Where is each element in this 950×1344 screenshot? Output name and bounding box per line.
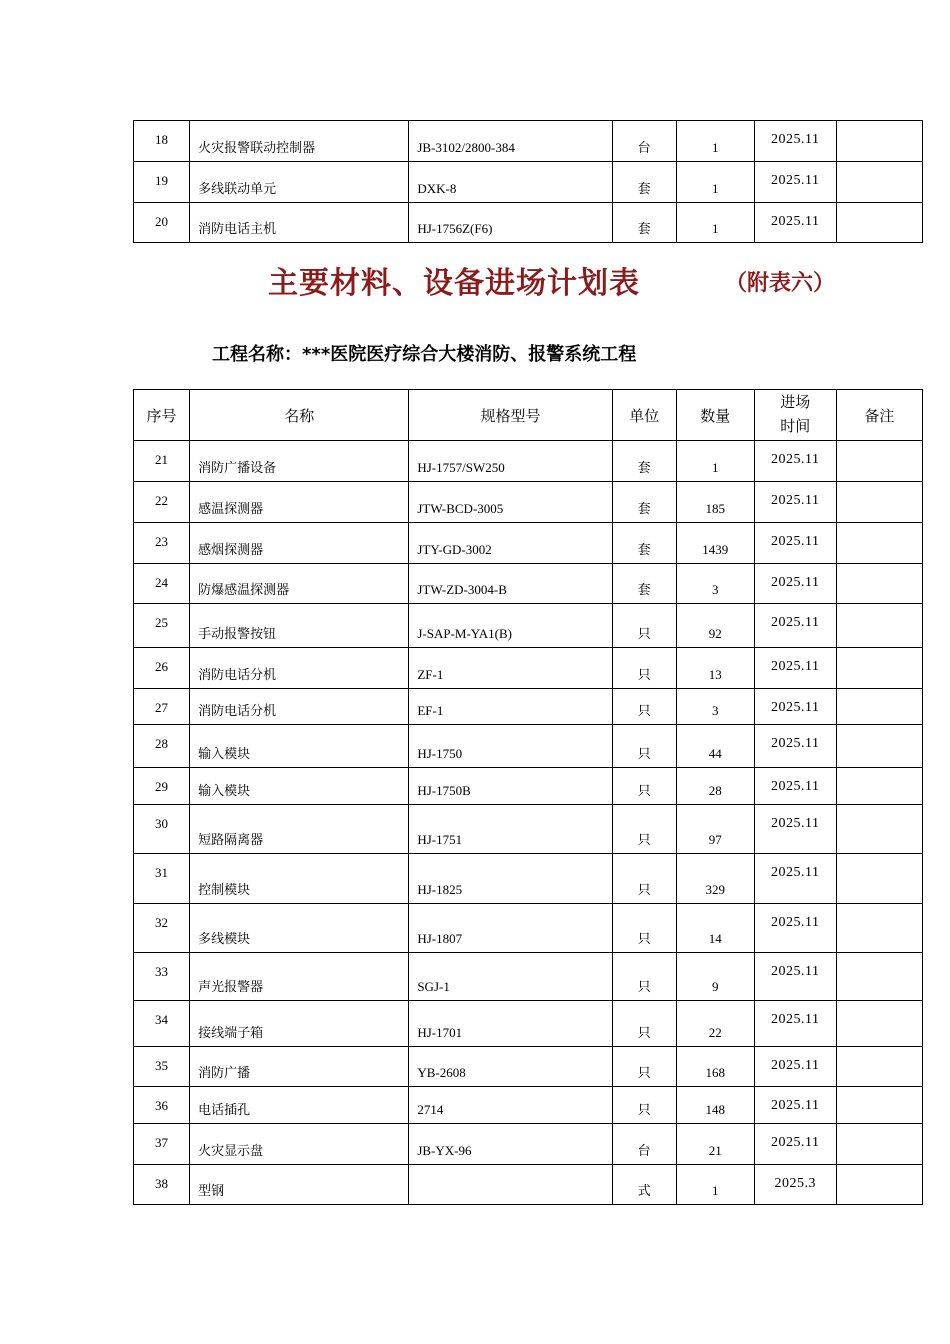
cell-remark <box>836 953 922 1001</box>
cell-date: 2025.11 <box>754 689 836 725</box>
cell-unit: 式 <box>612 1165 676 1205</box>
cell-qty: 1 <box>676 441 754 482</box>
cell-date: 2025.11 <box>754 725 836 768</box>
cell-spec: SGJ-1 <box>409 953 612 1001</box>
cell-date: 2025.11 <box>754 1087 836 1124</box>
header-no: 序号 <box>134 390 190 441</box>
cell-remark <box>836 441 922 482</box>
header-date <box>754 390 836 441</box>
cell-date: 2025.11 <box>754 904 836 953</box>
cell-unit: 只 <box>612 768 676 805</box>
header-name: 名称 <box>190 390 409 441</box>
table-row <box>134 441 923 482</box>
cell-remark <box>836 854 922 904</box>
cell-remark <box>836 768 922 805</box>
cell-unit: 只 <box>612 604 676 648</box>
cell-name: 输入模块 <box>190 768 409 805</box>
cell-name: 火灾显示盘 <box>190 1124 409 1165</box>
table-row <box>134 953 923 1001</box>
cell-date: 2025.11 <box>754 203 836 243</box>
cell-name: 消防电话分机 <box>190 648 409 689</box>
cell-qty: 44 <box>676 725 754 768</box>
table-row <box>134 162 923 203</box>
cell-no: 23 <box>134 523 190 564</box>
cell-remark <box>836 162 922 203</box>
cell-no: 34 <box>134 1001 190 1047</box>
cell-remark <box>836 725 922 768</box>
cell-spec: HJ-1757/SW250 <box>409 441 612 482</box>
header-remark: 备注 <box>836 390 922 441</box>
cell-qty: 92 <box>676 604 754 648</box>
cell-name: 输入模块 <box>190 725 409 768</box>
table-row <box>134 1087 923 1124</box>
cell-remark <box>836 689 922 725</box>
material-plan-table <box>133 389 923 1205</box>
table-row <box>134 805 923 854</box>
cell-date: 2025.11 <box>754 121 836 162</box>
cell-name: 消防广播设备 <box>190 441 409 482</box>
cell-spec: HJ-1751 <box>409 805 612 854</box>
cell-remark <box>836 482 922 523</box>
cell-unit: 只 <box>612 689 676 725</box>
header-unit: 单位 <box>612 390 676 441</box>
cell-unit: 套 <box>612 162 676 203</box>
cell-qty: 28 <box>676 768 754 805</box>
cell-spec: JTY-GD-3002 <box>409 523 612 564</box>
table-row <box>134 482 923 523</box>
table-row <box>134 904 923 953</box>
cell-no: 21 <box>134 441 190 482</box>
table-row <box>134 1047 923 1087</box>
cell-unit: 只 <box>612 1047 676 1087</box>
cell-date: 2025.3 <box>754 1165 836 1205</box>
cell-spec: JB-3102/2800-384 <box>409 121 612 162</box>
cell-unit: 套 <box>612 482 676 523</box>
table-row <box>134 648 923 689</box>
cell-unit: 套 <box>612 564 676 604</box>
cell-no: 20 <box>134 203 190 243</box>
cell-name: 接线端子箱 <box>190 1001 409 1047</box>
cell-date: 2025.11 <box>754 482 836 523</box>
cell-remark <box>836 1001 922 1047</box>
cell-spec: HJ-1701 <box>409 1001 612 1047</box>
cell-spec: HJ-1750 <box>409 725 612 768</box>
cell-date: 2025.11 <box>754 953 836 1001</box>
cell-date: 2025.11 <box>754 441 836 482</box>
cell-no: 19 <box>134 162 190 203</box>
cell-no: 26 <box>134 648 190 689</box>
cell-date: 2025.11 <box>754 648 836 689</box>
table-header-row <box>134 390 923 441</box>
cell-no: 31 <box>134 854 190 904</box>
cell-spec: JB-YX-96 <box>409 1124 612 1165</box>
cell-name: 火灾报警联动控制器 <box>190 121 409 162</box>
table-row <box>134 854 923 904</box>
cell-name: 控制模块 <box>190 854 409 904</box>
cell-spec: HJ-1825 <box>409 854 612 904</box>
cell-qty: 185 <box>676 482 754 523</box>
cell-unit: 只 <box>612 904 676 953</box>
cell-unit: 台 <box>612 1124 676 1165</box>
cell-date: 2025.11 <box>754 162 836 203</box>
cell-no: 29 <box>134 768 190 805</box>
cell-name: 多线联动单元 <box>190 162 409 203</box>
cell-qty: 329 <box>676 854 754 904</box>
cell-unit: 只 <box>612 953 676 1001</box>
cell-no: 27 <box>134 689 190 725</box>
cell-qty: 1 <box>676 121 754 162</box>
cell-date: 2025.11 <box>754 805 836 854</box>
appendix-label: （附表六） <box>725 271 836 296</box>
cell-date: 2025.11 <box>754 1001 836 1047</box>
table-row <box>134 564 923 604</box>
header-date-line1: 进场 <box>780 395 811 411</box>
cell-unit: 套 <box>612 203 676 243</box>
cell-remark <box>836 203 922 243</box>
cell-qty: 14 <box>676 904 754 953</box>
cell-no: 30 <box>134 805 190 854</box>
table-row <box>134 1001 923 1047</box>
cell-no: 18 <box>134 121 190 162</box>
cell-remark <box>836 904 922 953</box>
cell-remark <box>836 648 922 689</box>
cell-no: 36 <box>134 1087 190 1124</box>
cell-remark <box>836 1124 922 1165</box>
cell-unit: 只 <box>612 854 676 904</box>
cell-qty: 9 <box>676 953 754 1001</box>
cell-spec: HJ-1807 <box>409 904 612 953</box>
cell-qty: 1439 <box>676 523 754 564</box>
table-row <box>134 725 923 768</box>
cell-qty: 13 <box>676 648 754 689</box>
cell-qty: 1 <box>676 162 754 203</box>
cell-name: 多线模块 <box>190 904 409 953</box>
cell-no: 35 <box>134 1047 190 1087</box>
cell-remark <box>836 1087 922 1124</box>
cell-unit: 只 <box>612 1087 676 1124</box>
cell-no: 38 <box>134 1165 190 1205</box>
cell-spec: 2714 <box>409 1087 612 1124</box>
cell-name: 短路隔离器 <box>190 805 409 854</box>
table-row <box>134 604 923 648</box>
table-row <box>134 121 923 162</box>
cell-name: 消防广播 <box>190 1047 409 1087</box>
table-row <box>134 1124 923 1165</box>
cell-unit: 只 <box>612 1001 676 1047</box>
page-title: 主要材料、设备进场计划表 <box>268 266 640 301</box>
cell-remark <box>836 121 922 162</box>
cell-spec: JTW-BCD-3005 <box>409 482 612 523</box>
table-row <box>134 203 923 243</box>
cell-name: 型钢 <box>190 1165 409 1205</box>
cell-no: 24 <box>134 564 190 604</box>
cell-remark <box>836 1165 922 1205</box>
cell-qty: 21 <box>676 1124 754 1165</box>
cell-date: 2025.11 <box>754 768 836 805</box>
header-date-line2: 时间 <box>780 419 811 435</box>
cell-qty: 148 <box>676 1087 754 1124</box>
cell-qty: 22 <box>676 1001 754 1047</box>
cell-unit: 只 <box>612 805 676 854</box>
cell-name: 感温探测器 <box>190 482 409 523</box>
cell-qty: 1 <box>676 1165 754 1205</box>
header-spec: 规格型号 <box>409 390 612 441</box>
cell-qty: 3 <box>676 564 754 604</box>
cell-spec: DXK-8 <box>409 162 612 203</box>
cell-name: 电话插孔 <box>190 1087 409 1124</box>
continued-table <box>133 120 923 243</box>
table-row <box>134 768 923 805</box>
cell-name: 消防电话分机 <box>190 689 409 725</box>
cell-spec: ZF-1 <box>409 648 612 689</box>
cell-date: 2025.11 <box>754 854 836 904</box>
cell-spec: EF-1 <box>409 689 612 725</box>
cell-name: 感烟探测器 <box>190 523 409 564</box>
cell-unit: 台 <box>612 121 676 162</box>
cell-qty: 1 <box>676 203 754 243</box>
cell-no: 22 <box>134 482 190 523</box>
cell-date: 2025.11 <box>754 604 836 648</box>
cell-name: 防爆感温探测器 <box>190 564 409 604</box>
cell-no: 28 <box>134 725 190 768</box>
header-qty: 数量 <box>676 390 754 441</box>
cell-unit: 只 <box>612 725 676 768</box>
table-row <box>134 523 923 564</box>
cell-spec: HJ-1750B <box>409 768 612 805</box>
project-name: 工程名称：***医院医疗综合大楼消防、报警系统工程 <box>212 344 637 365</box>
cell-date: 2025.11 <box>754 1124 836 1165</box>
cell-remark <box>836 1047 922 1087</box>
table-row <box>134 689 923 725</box>
cell-unit: 套 <box>612 441 676 482</box>
cell-no: 32 <box>134 904 190 953</box>
cell-date: 2025.11 <box>754 564 836 604</box>
cell-name: 手动报警按钮 <box>190 604 409 648</box>
cell-spec: HJ-1756Z(F6) <box>409 203 612 243</box>
cell-qty: 168 <box>676 1047 754 1087</box>
table-row <box>134 1165 923 1205</box>
cell-remark <box>836 604 922 648</box>
cell-qty: 3 <box>676 689 754 725</box>
cell-qty: 97 <box>676 805 754 854</box>
cell-remark <box>836 805 922 854</box>
cell-no: 33 <box>134 953 190 1001</box>
cell-unit: 只 <box>612 648 676 689</box>
cell-remark <box>836 523 922 564</box>
cell-no: 37 <box>134 1124 190 1165</box>
cell-spec: YB-2608 <box>409 1047 612 1087</box>
cell-unit: 套 <box>612 523 676 564</box>
cell-name: 消防电话主机 <box>190 203 409 243</box>
cell-name: 声光报警器 <box>190 953 409 1001</box>
cell-date: 2025.11 <box>754 1047 836 1087</box>
cell-no: 25 <box>134 604 190 648</box>
cell-date: 2025.11 <box>754 523 836 564</box>
cell-remark <box>836 564 922 604</box>
cell-spec: JTW-ZD-3004-B <box>409 564 612 604</box>
cell-spec <box>409 1165 612 1205</box>
cell-spec: J-SAP-M-YA1(B) <box>409 604 612 648</box>
